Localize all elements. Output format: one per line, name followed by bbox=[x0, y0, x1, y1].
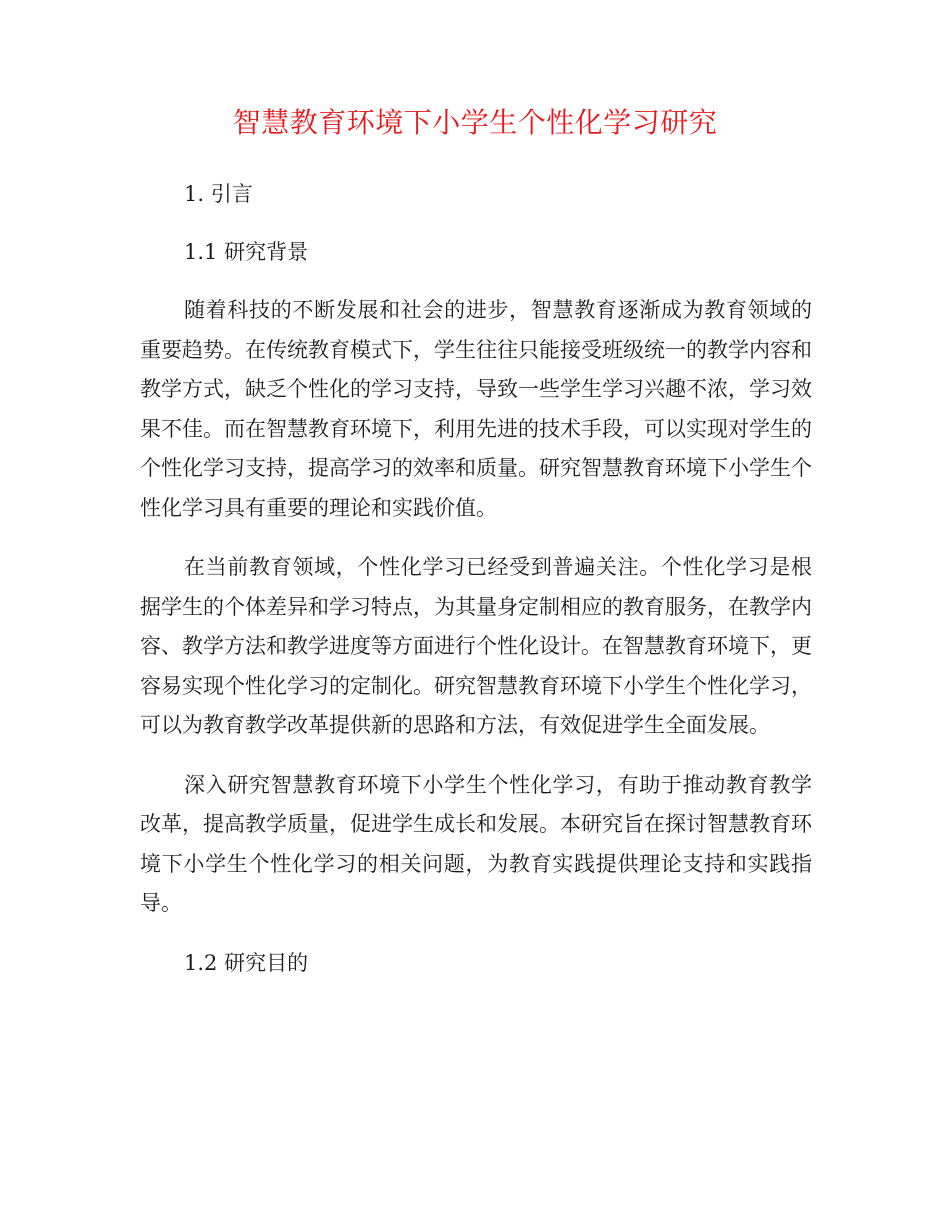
paragraph-1: 随着科技的不断发展和社会的进步，智慧教育逐渐成为教育领域的重要趋势。在传统教育模式下，学生往往只能接受班级统一的教学内容和教学方式，缺乏个性化的学习支持，导致一些学生学习兴趣不浓，学习效果不佳。而在智慧教育环境下，利用先进的技术手段，可以实现对学生的个性化学习支持，提高学习的效率和质量。研究智慧教育环境下小学生个性化学习具有重要的理论和实践价值。 bbox=[140, 298, 812, 520]
subsection-heading-purpose: 1.2 研究目的 bbox=[184, 950, 309, 975]
paragraph-3: 深入研究智慧教育环境下小学生个性化学习，有助于推动教育教学改革，提高教学质量，促进学生成长和发展。本研究旨在探讨智慧教育环境下小学生个性化学习的相关问题，为教育实践提供理论支持和实践指导。 bbox=[140, 772, 812, 915]
paragraph-2: 在当前教育领域，个性化学习已经受到普遍关注。个性化学习是根据学生的个体差异和学习特点，为其量身定制相应的教育服务，在教学内容、教学方法和教学进度等方面进行个性化设计。在智慧教育环境下，更容易实现个性化学习的定制化。研究智慧教育环境下小学生个性化学习，可以为教育教学改革提供新的思路和方法，有效促进学生全面发展。 bbox=[140, 555, 812, 737]
document-body bbox=[140, 175, 812, 982]
document-title: 智慧教育环境下小学生个性化学习研究 bbox=[232, 106, 718, 139]
section-heading-introduction: 1. 引言 bbox=[184, 182, 253, 206]
subsection-heading-background: 1.1 研究背景 bbox=[184, 240, 309, 264]
